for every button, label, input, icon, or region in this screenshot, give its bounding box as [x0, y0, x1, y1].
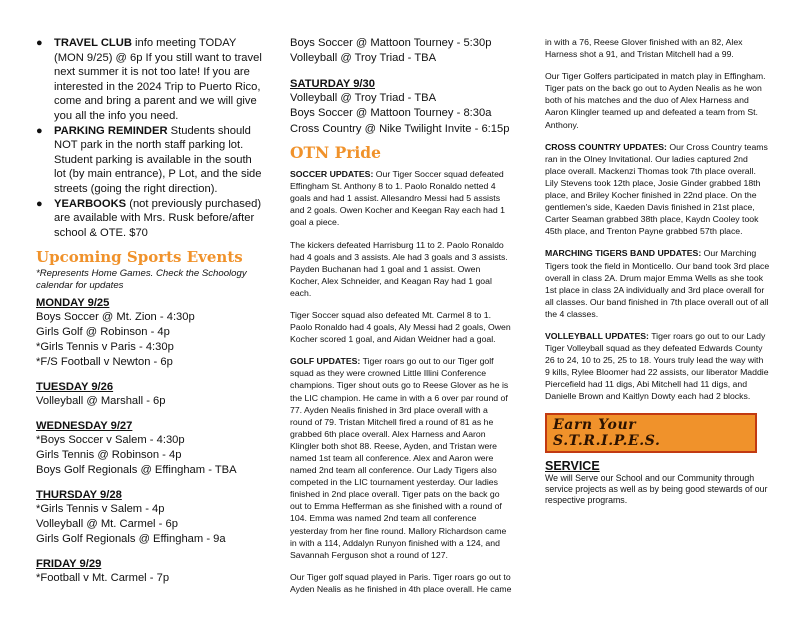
- announcement-heading: TRAVEL CLUB: [54, 37, 132, 49]
- event-item: Girls Golf Regionals @ Effingham - 9a: [36, 533, 226, 546]
- update-text: Our Tiger Golfers participated in match play in Effingham. Tiger pats on the back go out to Ayden Nealis as he won both of his matches and the duo of Alex Harness and Aaron Klingler teamed up and defeated a team from St. Anthony.: [545, 71, 766, 130]
- announcement-text: Students should NOT park in the north staff parking lot. Student parking is available in the south lot (by main entrance), P Lot, and the side streets (going the right direction).: [54, 124, 262, 195]
- day-heading: WEDNESDAY 9/27: [36, 420, 133, 433]
- stripes-banner: Earn Your S.T.R.I.P.E.S.: [545, 413, 757, 453]
- event-item: *Girls Tennis v Salem - 4p: [36, 503, 165, 516]
- event-item: *Football v Mt. Carmel - 7p: [36, 572, 170, 585]
- otn-pride-title: OTN Pride: [290, 143, 382, 163]
- column-right: [545, 36, 770, 506]
- update-text: Our Cross Country teams ran in the Olney Invitational. Our ladies captured 2nd place overall. Mackenzi Thomas took 7th place overall. Lily Stevens took 12th place, Josie Ginder grabbed 18th place, and Briley Kocher finished in 22nd place. On the gentlemen's side, Kaeden Davis finished in 21st place, Carter Seaman grabbed 38th place, Kaydn Cooley took 45th place, and Trenton Payne grabbed 57th place.: [545, 141, 768, 237]
- column-middle: [290, 36, 512, 605]
- event-item: Cross Country @ Nike Twilight Invite - 6:15p: [290, 122, 510, 135]
- announcement-parking: [36, 124, 262, 197]
- update-text: Our Tiger golf squad played in Paris. Tiger roars go out to Ayden Nealis as he finished in 4th place overall. He came: [290, 571, 512, 594]
- sports-section-note: *Represents Home Games. Check the Schoology calendar for updates: [36, 268, 247, 292]
- service-heading: SERVICE: [545, 458, 600, 473]
- update-text: Tiger Soccer squad also defeated Mt. Carmel 8 to 1. Paolo Ronaldo had 4 goals, Aly Messi had 2 goals, Owen Kocher scored 1 goal, and Aidan Weidner had a goal.: [290, 309, 511, 345]
- announcement-text: info meeting TODAY (MON 9/25) @ 6p If you still want to travel next summer it is not too late! If you are interested in the 2024 Trip to Puerto Rico, come and bring a parent and we will give you all the info you need.: [54, 37, 262, 122]
- bullet-icon: ●: [36, 37, 43, 49]
- update-text: The kickers defeated Harrisburg 11 to 2. Paolo Ronaldo had 4 goals and 3 assists. Ale had 3 goals and 3 assists. Payden Buchanan had 1 goal and 1 assist. Owen Kocher, Alex Schneider, and Keagan Ray had 1 goal each.: [290, 239, 508, 298]
- soccer-update-2: [290, 239, 512, 299]
- bullet-icon: ●: [36, 197, 43, 210]
- column-left: [36, 36, 262, 586]
- announcement-yearbooks: [36, 197, 262, 241]
- volleyball-update: [545, 330, 770, 403]
- event-item: Girls Golf @ Robinson - 4p: [36, 326, 170, 339]
- update-heading: MARCHING TIGERS BAND UPDATES:: [545, 248, 702, 259]
- update-text: Tiger roars go out to our Lady Tiger Volleyball squad as they defeated Edwards County 26 to 24, 10 to 25, 25 to 18. Yours truly lead the way with 9 kills, Rylee Bloomer had 22 assists, our liberator Maddie Piercefield had 11 digs, Abi Mitchell had 11 digs, and Danielle Brown and Kaitlyn Dowty each had 2 blocks.: [545, 330, 769, 402]
- announcement-heading: PARKING REMINDER: [54, 124, 168, 137]
- golf-match-play-update: [545, 70, 770, 130]
- event-item: Boys Soccer @ Mattoon Tourney - 5:30p: [290, 37, 492, 49]
- day-tuesday: [36, 380, 262, 409]
- cross-country-update: [545, 141, 770, 238]
- update-heading: SOCCER UPDATES:: [290, 169, 374, 180]
- update-heading: VOLLEYBALL UPDATES:: [545, 330, 649, 341]
- day-heading: SATURDAY 9/30: [290, 77, 375, 90]
- golf-update-cont: [545, 36, 770, 60]
- update-text: in with a 76, Reese Glover finished with an 82, Alex Harness shot a 91, and Tristan Mitchell had a 99.: [545, 37, 743, 60]
- update-text: Our Tiger Soccer squad defeated Effingham St. Anthony 8 to 1. Paolo Ronaldo netted 4 goals and had 1 assist. Allesandro Messi had 5 assists and 2 goals. Owen Kocher and Keegan Ray each had 1 goal a piece.: [290, 169, 505, 228]
- announcement-heading: YEARBOOKS: [54, 197, 127, 210]
- soccer-update-3: [290, 309, 512, 345]
- event-item: Volleyball @ Troy Triad - TBA: [290, 52, 437, 65]
- day-monday: [36, 296, 262, 370]
- update-heading: CROSS COUNTRY UPDATES:: [545, 141, 667, 152]
- day-thursday: [36, 488, 262, 547]
- announcement-list: [36, 36, 262, 240]
- day-saturday: [290, 77, 512, 137]
- event-item: *Boys Soccer v Salem - 4:30p: [36, 434, 185, 447]
- event-item: Volleyball @ Mt. Carmel - 6p: [36, 518, 178, 531]
- event-item: Boys Golf Regionals @ Effingham - TBA: [36, 464, 237, 477]
- bullet-icon: ●: [36, 124, 43, 137]
- event-item: *F/S Football v Newton - 6p: [36, 356, 173, 369]
- sports-section-title: Upcoming Sports Events: [36, 248, 243, 267]
- update-text: Our Marching Tigers took the field in Monticello. Our band took 3rd place overall in class 2A. Drum major Emma Wells as she took 1st place in class 2A individually and 3rd place overall for all classes. Our band finished in 7th place overall out of all the 4 classes.: [545, 248, 770, 319]
- event-item: Boys Soccer @ Mattoon Tourney - 8:30a: [290, 107, 492, 120]
- announcement-travel-club: [36, 36, 262, 124]
- event-item: Volleyball @ Marshall - 6p: [36, 395, 166, 408]
- update-heading: GOLF UPDATES:: [290, 356, 361, 367]
- golf-update: [290, 355, 512, 561]
- day-heading: FRIDAY 9/29: [36, 558, 102, 571]
- golf-update-2: [290, 571, 512, 595]
- day-wednesday: [36, 419, 262, 478]
- day-heading: TUESDAY 9/26: [36, 381, 114, 394]
- day-heading: MONDAY 9/25: [36, 297, 110, 310]
- day-friday: [36, 557, 262, 586]
- soccer-update: [290, 168, 512, 228]
- announcement-text: (not previously purchased) are available with Mrs. Rusk before/after school & OTE. $70: [54, 197, 262, 239]
- band-update: [545, 247, 770, 320]
- event-item: Girls Tennis @ Robinson - 4p: [36, 449, 182, 462]
- update-text: Tiger roars go out to our Tiger golf squad as they were crowned Little Illini Conference champions. Tiger shout outs go to Reese Glover as he is the LIC champion. He came in with a 6 over par round of 77. Ayden Nealis finished in 3rd place overall with a round of 79. Tristan Mitchell fired a round of 81 as he grabbed 6th place overall. Alex Harness and Aaron Klingler both shot 88. Reese, Ayden, and Tristan were named 1st team all conference. Alex and Aaron were named 2nd team all conference. Our Lady Tigers also competed in the LIC tournament yesterday. Our ladies finished in 2nd place overall. Tiger pats on the back go out to Emma Hefferman as she finished with a round of 104. Emma was named 2nd team all conference yesterday from her fine round. Mallory Richardson came in with a 114, Addalyn Runyon finished with a 124, and Savannah Ferguson shot a round of 127.: [290, 356, 509, 560]
- event-item: Volleyball @ Troy Triad - TBA: [290, 91, 437, 104]
- event-item: Boys Soccer @ Mt. Zion - 4:30p: [36, 311, 195, 324]
- event-item: *Girls Tennis v Paris - 4:30p: [36, 341, 174, 354]
- day-heading: THURSDAY 9/28: [36, 489, 122, 502]
- service-text: We will Serve our School and our Community through service projects as well as by being good stewards of our respective programs.: [545, 472, 768, 505]
